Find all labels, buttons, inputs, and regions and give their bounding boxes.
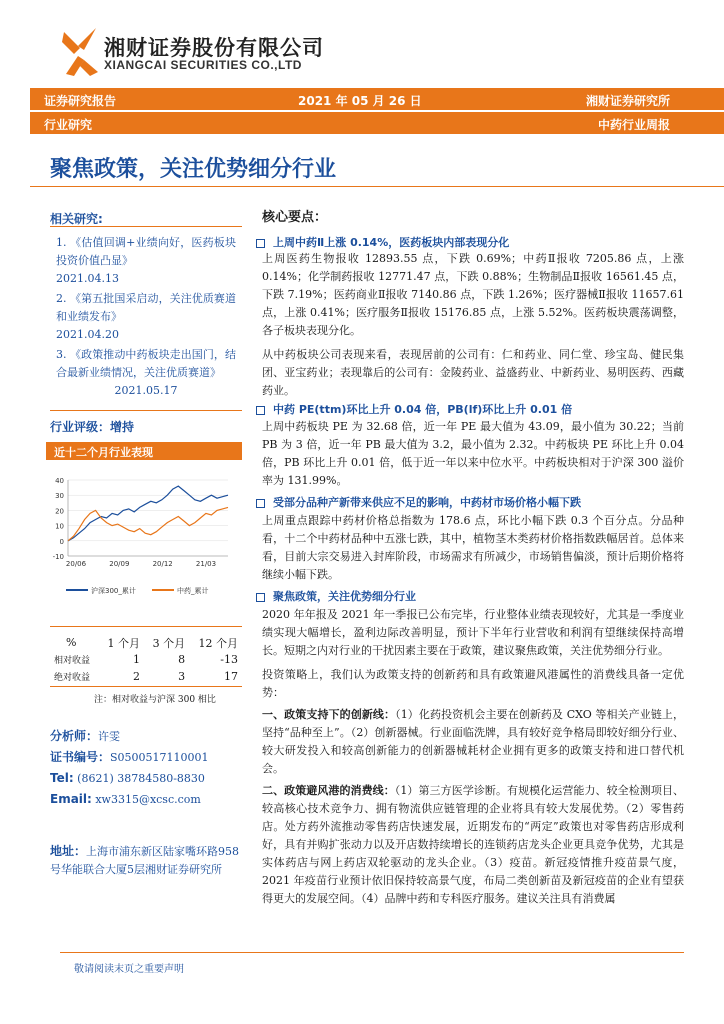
table-divider-top xyxy=(50,626,242,627)
table-note: 注：相对收益与沪深 300 相比 xyxy=(94,695,216,705)
address: 地址：上海市浦东新区陆家嘴环路958号华能联合大厦5层湘财证券研究所 xyxy=(50,844,240,876)
y-tick-label: 30 xyxy=(55,492,64,501)
x-tick-label: 21/03 xyxy=(195,560,217,568)
analyst-info: 分析师：许雯 证书编号：S0500517110001 Tel: (8621) 38784580-8830 Email: xw3315@xcsc.com xyxy=(50,729,209,806)
section-body-4: 2020 年年报及 2021 年一季报已公布完毕，行业整体业绩表现较好，尤其是一季度业绩实现大幅增长，盈利边际改善明显，预计下半年行业营收和利润有望继续保持高增长。短期之内对行业的干扰因素主要在于政策，建议聚焦政策，关注优势细分行业。 投资策略上，我们认为政策支持的创新药和具有政策避风港属性的消费线具备一定优势： 一、政策支持下的创新线：（1）化药投资机会主要在创新药及 CXO 等相关产业链上，坚持“品种至上”。（2）创新器械。行业面临洗牌，具有较好竞争格局即较好细分行业、较大研发投入和较高创新能力的创新器械耗材企业拥有更多的政策支持和进口替代机会。 二、政策避风港的消费线：（1）第三方医学诊断。有规模化运营能力、较全检测项目、较高核心技术竞争力、拥有物流供应链管理的企业将具有较大发展优势。（2）零售药店。处方药外流推动零售药店快速发展，近期发布的“两定”政策也对零售药店形成利好，具有并购扩张动力以及开店数持续增长的连锁药店龙头企业更具竞争优势，尤其是实体药店与网上药店双轮驱动的龙头企业。（3）疫苗。新冠疫情推升疫苗景气度，2021 年疫苗行业预计依旧保持较高景气度，布局二类创新苗及新冠疫苗的企业有望获得更大的发展空间。（4）品牌中药和专科医疗服务。建议关注具有消费属 xyxy=(262,606,684,908)
section-body-1: 上周医药生物报收 12893.55 点，下跌 0.69%；中药Ⅱ报收 7205.86 点，上涨 0.14%；化学制药报收 12771.47 点，下跌 0.88%；生物制品Ⅱ报收 16561.45 点，下跌 7.19%；医药商业Ⅱ报收 7140.86 点，下跌 1.26%；医疗器械Ⅱ报收 11657.61 点，上涨 0.41%；医疗服务Ⅱ报收 15176.85 点，上涨 5.52%。医药板块震荡调整，各子板块表现分化。 从中药板块公司表现来看，表现居前的公司有：仁和药业、同仁堂、珍宝岛、健民集团、亚宝药业；表现靠后的公司有：金陵药业、益盛药业、中新药业、易明医药、西藏药业。 xyxy=(262,252,684,397)
report-title: 聚焦政策，关注优势细分行业 xyxy=(50,157,337,182)
related-divider xyxy=(50,226,242,227)
table-divider-bottom xyxy=(50,686,242,687)
key-points-heading: 核心要点： xyxy=(262,210,328,225)
legend-label: 中药_累计 xyxy=(177,587,209,595)
institute-name: 湘财证券研究所 xyxy=(585,94,670,108)
x-tick-label: 20/12 xyxy=(152,560,173,568)
y-tick-label: 0 xyxy=(59,537,64,546)
series-line-1 xyxy=(68,486,228,541)
section-heading-3: 受部分品种产新带来供应不足的影响，中药材市场价格小幅下跌 xyxy=(256,494,581,510)
section-body-3: 上周重点跟踪中药材价格总指数为 178.6 点，环比小幅下跌 0.3 个百分点。分品种看，十二个中药材品种中五涨七跌，其中，植物茎木类药材价格指数跌幅居首。总体来看，目前大宗交易进入封库阶段，市场需求有所减少，市场销售偏淡，预计后期价格将继续小幅下跌。 xyxy=(262,514,684,581)
related-item[interactable]: 1. 《估值回调+业绩向好，医药板块投资价值凸显》 2021.04.13 xyxy=(56,236,236,285)
header-bar-2 xyxy=(30,112,724,134)
report-type: 证券研究报告 xyxy=(44,94,117,108)
x-tick-label: 20/06 xyxy=(65,560,87,568)
footer-divider xyxy=(60,952,684,953)
y-tick-label: 20 xyxy=(55,507,64,516)
y-tick-label: 10 xyxy=(55,522,64,531)
bullet-square-icon xyxy=(256,499,265,508)
report-series: 中药行业周报 xyxy=(597,118,670,132)
section-heading-2: 中药 PE(ttm)环比上升 0.04 倍，PB(lf)环比上升 0.01 倍 xyxy=(256,401,572,417)
research-category: 行业研究 xyxy=(44,118,93,132)
section-heading-4: 聚焦政策，关注优势细分行业 xyxy=(256,588,416,604)
company-name-en: XIANGCAI SECURITIES CO.,LTD xyxy=(104,58,302,72)
report-date: 2021 年 05 月 26 日 xyxy=(298,94,422,108)
bullet-square-icon xyxy=(256,593,265,602)
company-name-cn: 湘财证券股份有限公司 xyxy=(104,36,324,60)
section-heading-1: 上周中药Ⅱ上涨 0.14%，医药板块内部表现分化 xyxy=(256,234,509,250)
related-list xyxy=(56,234,236,400)
strategy-two: 二、政策避风港的消费线：（1）第三方医学诊断。有规模化运营能力、较全检测项目、较高核心技术竞争力、拥有物流供应链管理的企业将具有较大发展优势。（2）零售药店。处方药外流推动零售药店快速发展，近期发布的“两定”政策也对零售药店形成利好，具有并购扩张动力以及开店数持续增长的连锁药店龙头企业更具竞争优势，尤其是实体药店与网上药店双轮驱动的龙头企业。（3）疫苗。新冠疫情推升疫苗景气度，2021 年疫苗行业预计依旧保持较高景气度，布局二类创新苗及新冠疫苗的企业有望获得更大的发展空间。（4）品牌中药和专科医疗服务。建议关注具有消费属 xyxy=(262,784,685,905)
y-tick-label: -10 xyxy=(52,553,64,561)
table-row: 相对收益 1 8 -13 xyxy=(54,653,238,666)
strategy-one: 一、政策支持下的创新线：（1）化药投资机会主要在创新药及 CXO 等相关产业链上，坚持“品种至上”。（2）创新器械。行业面临洗牌，具有较好竞争格局即较好细分行业、较大研发投入和较高创新能力的创新器械耗材企业拥有更多的政策支持和进口替代机会。 xyxy=(262,708,685,775)
table-row: 绝对收益 2 3 17 xyxy=(54,670,238,683)
section-body-2: 上周中药板块 PE 为 32.68 倍，近一年 PE 最大值为 43.09，最小值为 30.22；当前 PB 为 3 倍，近一年 PB 最大值为 3.2，最小值为 2.32。中药板块 PE 环比上升 0.04 倍，PB 环比上升 0.01 倍，低于近一年以来中位水平。中药板块相对于沪深 300 溢价率为 131.99%。 xyxy=(262,420,684,487)
bullet-square-icon xyxy=(256,239,265,248)
chart-heading: 近十二个月行业表现 xyxy=(54,446,153,459)
series-line-2 xyxy=(68,507,228,540)
related-item[interactable]: 3. 《政策推动中药板块走出国门，结合最新业绩情况，关注优质赛道》 2021.05.17 xyxy=(56,348,236,397)
industry-performance-chart xyxy=(46,470,242,610)
performance-table xyxy=(50,634,242,685)
disclaimer-link[interactable]: 敬请阅读末页之重要声明 xyxy=(74,964,184,975)
header-bar-1 xyxy=(30,88,724,110)
legend-label: 沪深300_累计 xyxy=(91,587,136,595)
y-tick-label: 40 xyxy=(55,477,64,485)
chart-heading-bar xyxy=(46,442,242,460)
related-research-heading: 相关研究: xyxy=(50,212,103,226)
title-divider xyxy=(30,186,724,187)
related-item[interactable]: 2. 《第五批国采启动，关注优质赛道和业绩发布》 2021.04.20 xyxy=(56,292,236,341)
analyst-email[interactable]: xw3315@xcsc.com xyxy=(95,793,201,806)
company-logo-icon xyxy=(60,26,100,78)
bullet-square-icon xyxy=(256,406,265,415)
x-tick-label: 20/09 xyxy=(109,560,130,568)
table-header-row: % 1 个月 3 个月 12 个月 xyxy=(66,636,238,650)
industry-rating: 行业评级：增持 xyxy=(50,420,135,434)
rating-divider-top xyxy=(50,410,242,411)
